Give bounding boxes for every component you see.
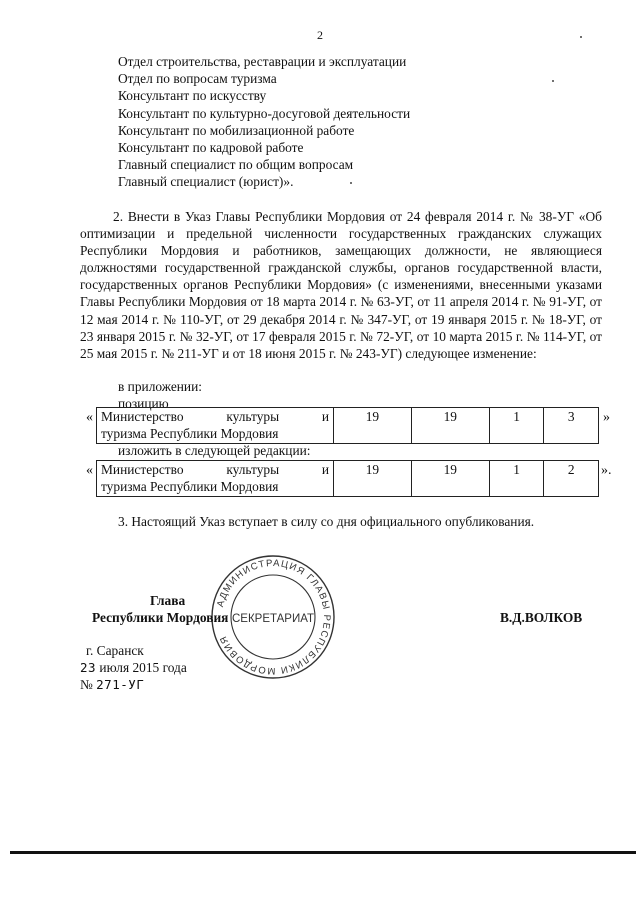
position-table-new xyxy=(96,460,599,497)
stamp-ring-text: АДМИНИСТРАЦИЯ ГЛАВЫ РЕСПУБЛИКИ МОРДОВИЯ xyxy=(215,557,333,677)
signatory-name: В.Д.ВОЛКОВ xyxy=(500,610,583,625)
signature-title-line2: Республики Мордовия xyxy=(92,610,229,625)
scan-speck xyxy=(552,80,554,82)
table-cell-name: Министерство культуры и туризма Республики Мордовия xyxy=(97,408,334,444)
position-label: позицию xyxy=(118,396,169,411)
old-close-quote: » xyxy=(603,410,610,425)
table-cell: 1 xyxy=(489,461,544,497)
scan-speck xyxy=(350,182,352,184)
number-prefix: № xyxy=(80,677,93,692)
date-rest: июля 2015 года xyxy=(99,660,187,675)
scan-edge-line xyxy=(10,851,636,854)
scan-speck xyxy=(580,36,582,38)
department-list xyxy=(118,53,410,191)
list-item: Главный специалист по общим вопросам xyxy=(118,157,354,173)
stamp-center-text: СЕКРЕТАРИАТ xyxy=(231,613,315,625)
table-cell: 2 xyxy=(544,461,599,497)
new-close-quote: ». xyxy=(601,463,612,478)
table-cell: 19 xyxy=(334,408,412,444)
paragraph-2-text: 2. Внести в Указ Главы Республики Мордовия от 24 февраля 2014 г. № 38-УГ «Об оптимизации и предельной численности государственных гражданских служащих Республики Мордовия и работников, замещающих должности, не являющиеся должностями государственной гражданской службы, органов государственной власти, государственных органов Республики Мордовия» (с изменениями, внесенными указами Главы Республики Мордовия от 18 марта 2014 г. № 63-УГ, от 11 апреля 2014 г. № 91-УГ, от 12 мая 2014 г. № 110-УГ, от 29 декабря 2014 г. № 347-УГ, от 19 января 2015 г. № 18-УГ, от 23 января 2015 г. № 32-УГ, от 17 февраля 2015 г. № 72-УГ, от 10 марта 2015 г. № 114-УГ, от 25 мая 2015 г. № 211-УГ и от 18 июня 2015 г. № 243-УГ) следующее изменение: xyxy=(80,209,602,361)
table-cell: 19 xyxy=(411,408,489,444)
list-item: Отдел по вопросам туризма xyxy=(118,71,277,87)
table-cell: 19 xyxy=(411,461,489,497)
paragraph-2 xyxy=(80,208,602,362)
paragraph-3: 3. Настоящий Указ вступает в силу со дня официального опубликования. xyxy=(118,514,535,529)
list-item: Консультант по кадровой работе xyxy=(118,140,304,156)
list-item: Консультант по мобилизационной работе xyxy=(118,122,355,138)
date xyxy=(80,660,187,676)
new-open-quote: « xyxy=(86,463,93,478)
table-cell-name: Министерство культуры и туризма Республики Мордовия xyxy=(97,461,334,497)
number-value: 271-УГ xyxy=(96,677,145,692)
date-day: 23 xyxy=(80,660,97,675)
table-row xyxy=(97,461,599,497)
signature-title-line1: Глава xyxy=(150,593,186,608)
old-open-quote: « xyxy=(86,410,93,425)
restate-label: изложить в следующей редакции: xyxy=(118,443,311,458)
decree-number xyxy=(80,677,144,693)
position-table-old xyxy=(96,407,599,444)
list-item: Консультант по культурно-досуговой деятельности xyxy=(118,105,411,121)
place: г. Саранск xyxy=(86,643,144,658)
table-row xyxy=(97,408,599,444)
in-appendix-label: в приложении: xyxy=(118,379,202,394)
page-number: 2 xyxy=(317,28,323,42)
table-cell: 3 xyxy=(544,408,599,444)
table-cell: 19 xyxy=(334,461,412,497)
list-item: Отдел строительства, реставрации и эксплуатации xyxy=(118,54,407,69)
list-item: Главный специалист (юрист)». xyxy=(118,174,294,190)
list-item: Консультант по искусству xyxy=(118,88,267,104)
table-cell: 1 xyxy=(489,408,544,444)
